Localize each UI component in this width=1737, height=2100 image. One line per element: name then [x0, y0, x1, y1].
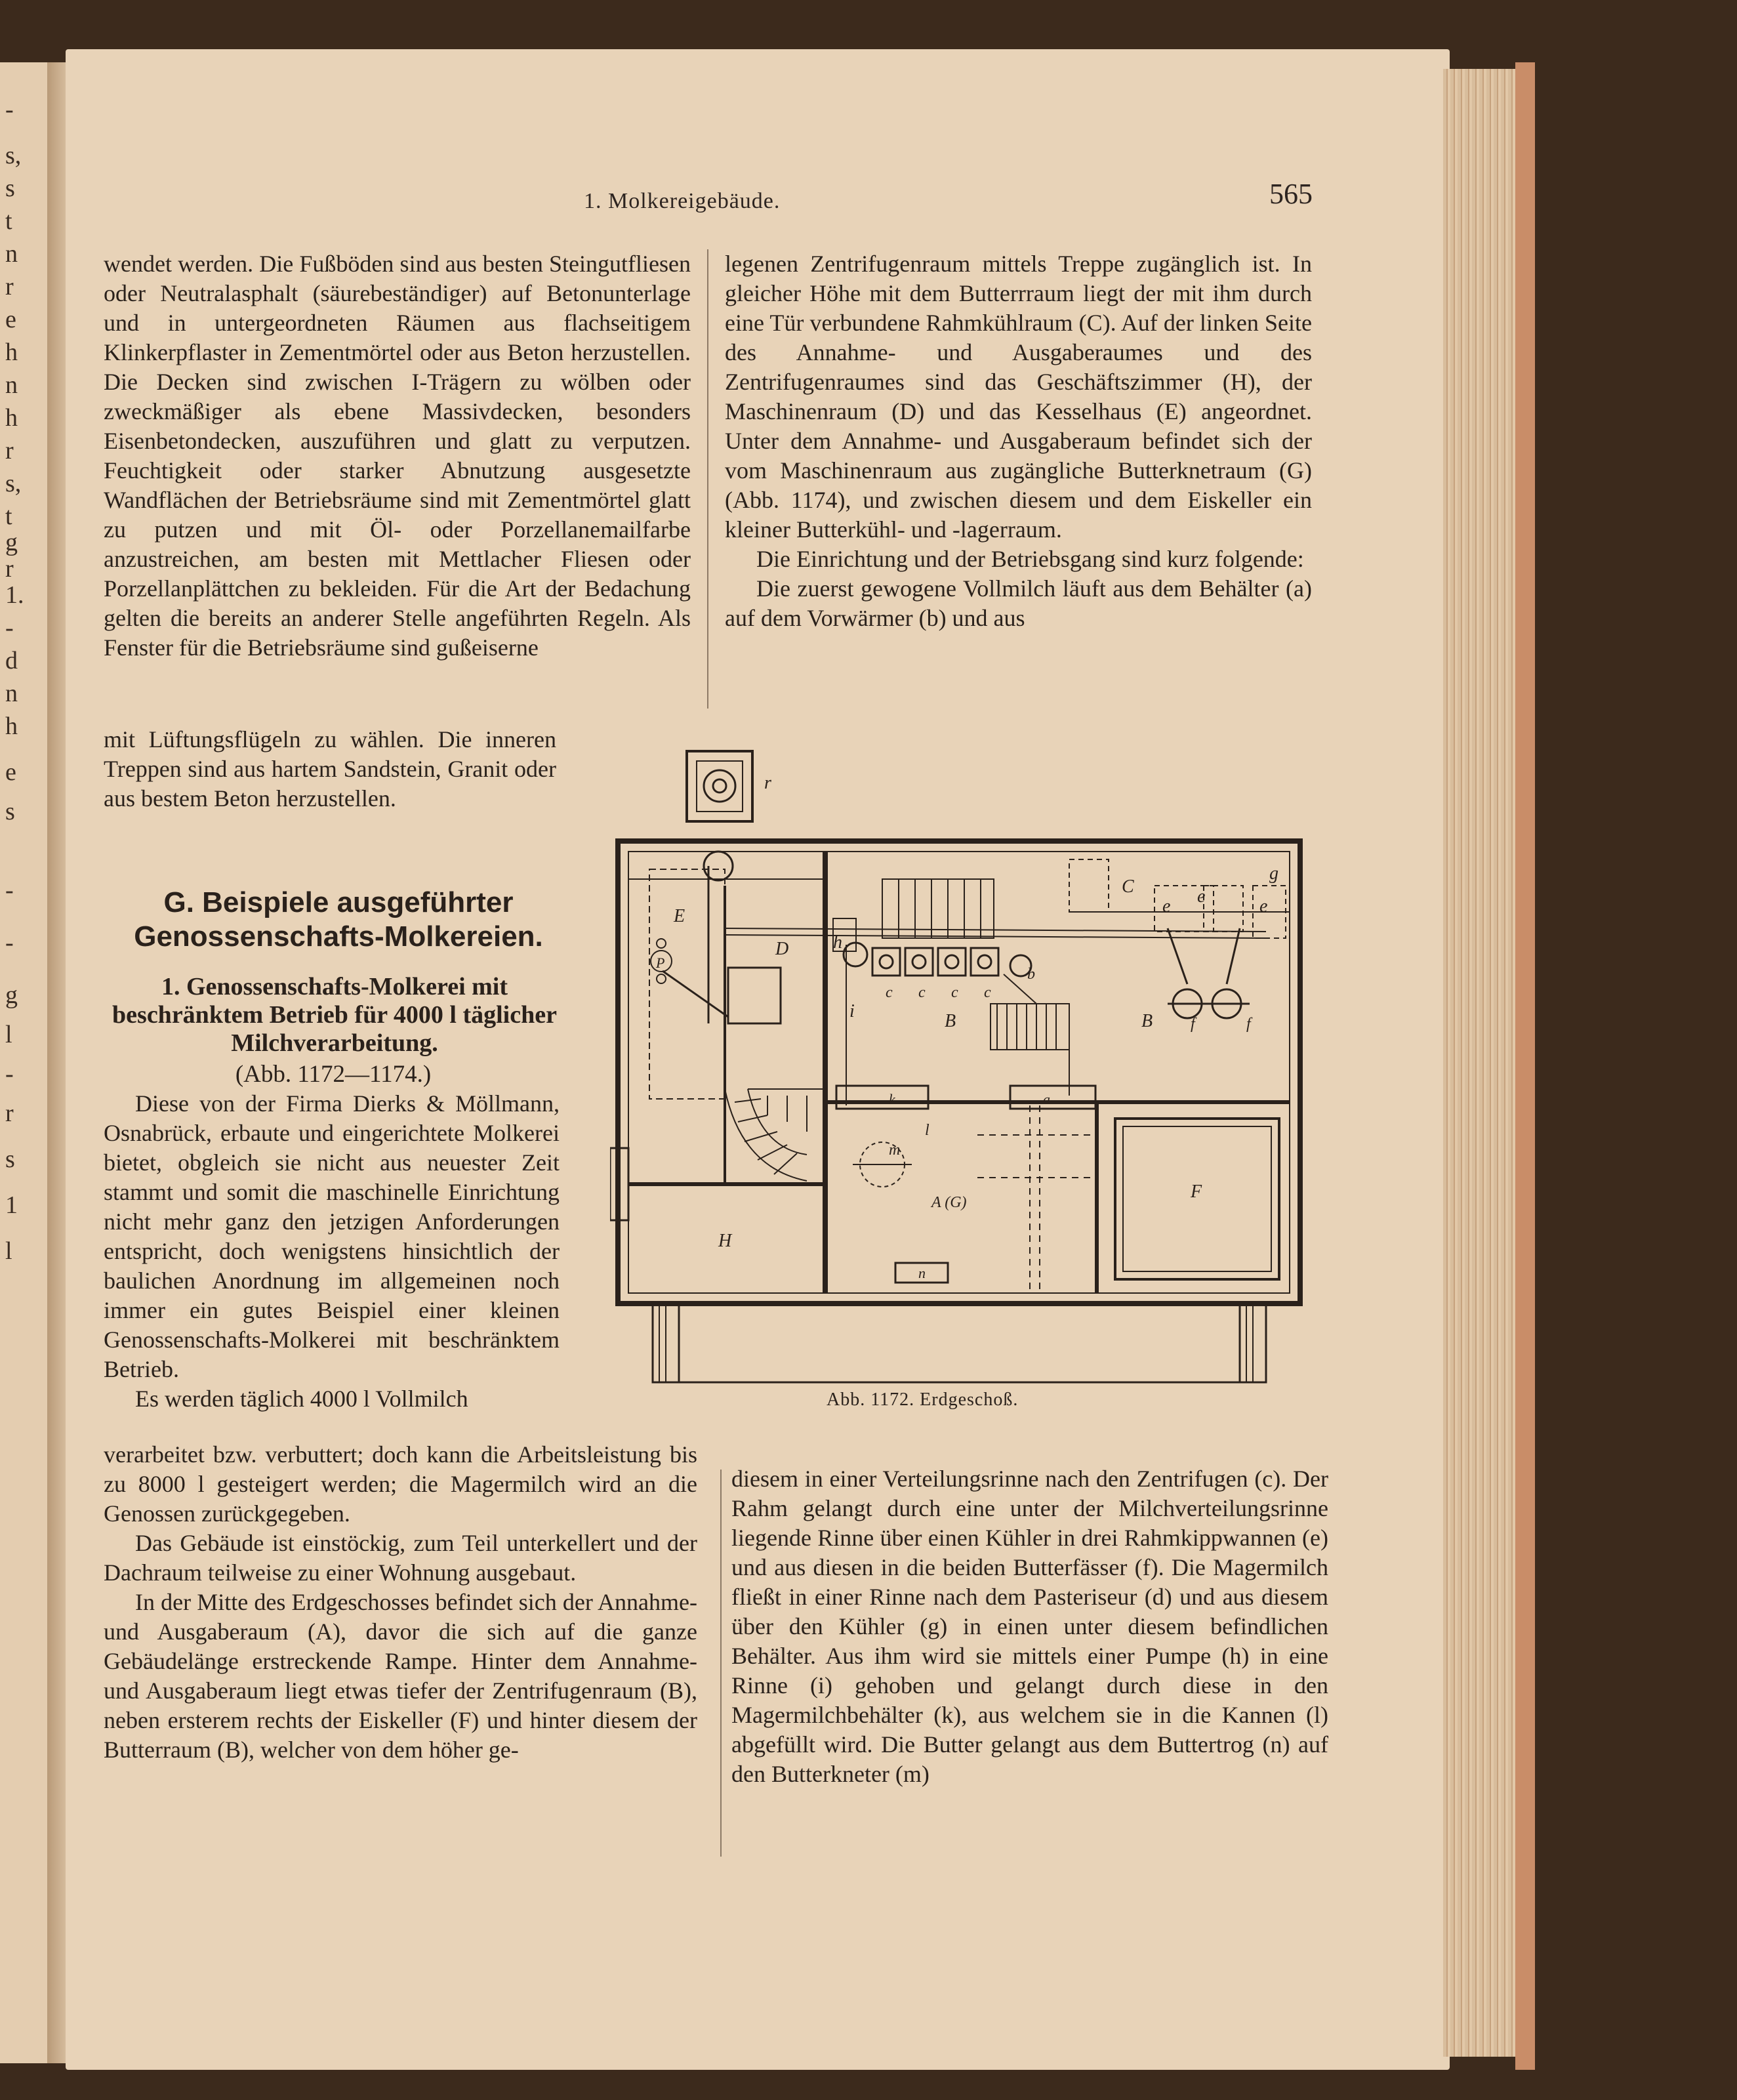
right-column-top	[725, 249, 1312, 633]
paragraph: Die Einrichtung und der Betriebsgang sind kurz folgende:	[756, 546, 1304, 572]
left-page-fragment: s	[5, 175, 15, 202]
page-edges	[1443, 69, 1522, 2057]
left-page-fragment: t	[5, 503, 12, 530]
left-page-fragment: h	[5, 339, 18, 366]
figure-label: c	[984, 984, 991, 1001]
figure-label: l	[925, 1122, 930, 1139]
left-page-fragment: e	[5, 758, 16, 786]
figure-label: H	[718, 1231, 732, 1251]
figure-label: f	[1246, 1016, 1251, 1033]
left-page-fragment: -	[5, 614, 14, 642]
figure-label: e	[1162, 896, 1171, 916]
section-heading: G. Beispiele ausgeführter Genossenschafts-Molkereien.	[134, 886, 543, 953]
page-number: 565	[1269, 178, 1313, 210]
right-column-bottom	[731, 1464, 1328, 1789]
figure-label: r	[764, 773, 771, 793]
paragraph: diesem in einer Verteilungsrinne nach den Zentrifugen (c). Der Rahm gelangt durch eine unter der Milchverteilungsrinne liegende Rinne über einen Kühler in drei Rahmkippwannen (e) und aus diesen in die beiden Butterfässer (f). Die Magermilch fließt in einer Rinne nach dem Pasteriseur (d) und aus diesem über den Kühler (g) in einen unter diesem befindlichen Behälter. Aus ihm wird sie mittels einer Pumpe (h) in eine Rinne (i) gehoben und gelangt durch diese in den Magermilchbehälter (k), aus welchem sie in die Kannen (l) abgefüllt wird. Die Butter gelangt aus dem Buttertrog (n) auf den Butterkneter (m)	[731, 1466, 1328, 1787]
paragraph: In der Mitte des Erdgeschosses befindet sich der Annahme- und Ausgaberaum (A), davor die sich auf die ganze Gebäudelänge erstreckende Rampe. Hinter dem Annahme- und Ausgaberaum liegt etwas tiefer der Zentrifugenraum (B), neben ersterem rechts der Eiskeller (F) und hinter diesem der Butterraum (B), welcher von dem höher ge-	[104, 1589, 697, 1763]
figure-label: C	[1122, 876, 1134, 897]
figure-label: c	[886, 984, 893, 1001]
figure-label: a	[1043, 1091, 1050, 1107]
figure-caption: Abb. 1172. Erdgeschoß.	[827, 1390, 1019, 1410]
left-page-fragment: g	[5, 981, 18, 1009]
left-column-wide	[104, 1440, 697, 1765]
figure-label: c	[918, 984, 926, 1001]
left-page-fragment: r	[5, 273, 14, 300]
left-page-fragment: s	[5, 798, 15, 825]
left-column-top	[104, 249, 691, 663]
left-column-narrow	[104, 725, 556, 813]
paragraph: Das Gebäude ist einstöckig, zum Teil unterkellert und der Dachraum teilweise zu einer Wohnung ausgebaut.	[104, 1530, 697, 1586]
left-facing-page	[0, 62, 49, 2063]
figure-label: E	[674, 906, 685, 926]
left-page-fragment: -	[5, 876, 14, 904]
figure-label: B	[945, 1011, 956, 1031]
left-page-fragment: n	[5, 240, 18, 268]
figure-label: e	[1197, 886, 1206, 907]
subsection-heading: 1. Genossenschafts-Molkerei mit beschränktem Betrieb für 4000 l täglicher Milchverarbeitung.	[112, 973, 557, 1057]
floor-plan-drawing	[610, 748, 1318, 1391]
left-page-fragment: n	[5, 680, 18, 707]
left-page-fragment: 1	[5, 1191, 18, 1219]
paragraph: Es werden täglich 4000 l Vollmilch	[135, 1386, 468, 1412]
left-page-fragment: r	[5, 437, 14, 464]
figure-label: b	[1027, 966, 1035, 983]
paragraph: mit Lüftungsflügeln zu wählen. Die inneren Treppen sind aus hartem Sandstein, Granit oder aus bestem Beton herzustellen.	[104, 726, 556, 812]
book-cover-edge	[1515, 62, 1535, 2070]
left-page-fragment: n	[5, 371, 18, 399]
left-page-fragment: l	[5, 1021, 12, 1048]
left-page-fragment: l	[5, 1237, 12, 1265]
floor-plan-figure	[610, 748, 1318, 1391]
figure-label: D	[775, 939, 789, 959]
paragraph: legenen Zentrifugenraum mittels Treppe zugänglich ist. In gleicher Höhe mit dem Butterrraum liegt der mit ihm durch eine Tür verbundene Rahmkühlraum (C). Auf der linken Seite des Annahme- und Ausgaberaumes und des Zentrifugenraumes sind das Geschäftszimmer (H), der Maschinenraum (D) und das Kesselhaus (E) angeordnet. Unter dem Annahme- und Ausgaberaum befindet sich der vom Maschinenraum aus zugängliche Butterknetraum (G) (Abb. 1174), und zwischen diesem und dem Eiskeller ein kleiner Butterkühl- und -lagerraum.	[725, 251, 1312, 543]
figure-label: k	[889, 1091, 895, 1107]
paragraph: Diese von der Firma Dierks & Möllmann, Osnabrück, erbaute und eingerichtete Molkerei bietet, obgleich sie nicht aus neuester Zeit stammt und somit die maschinelle Einrichtung nicht mehr ganz den jetzigen Anforderungen entspricht, doch wenigstens hinsichtlich der baulichen Anordnung im allgemeinen noch immer ein gutes Beispiel einer kleinen Genossenschafts-Molkerei mit beschränktem Betrieb.	[104, 1090, 560, 1382]
paragraph: Die zuerst gewogene Vollmilch läuft aus dem Behälter (a) auf dem Vorwärmer (b) und aus	[725, 575, 1312, 631]
left-page-fragment: s,	[5, 142, 22, 169]
figure-label: P	[656, 955, 665, 971]
left-page-fragment: g	[5, 529, 18, 556]
left-page-fragment: h	[5, 404, 18, 432]
left-page-fragment: -	[5, 929, 14, 957]
left-page-fragment: h	[5, 712, 18, 740]
figure-label: e	[1259, 896, 1268, 916]
running-head: 1. Molkereigebäude.	[584, 189, 781, 213]
figure-label: i	[849, 1001, 855, 1021]
left-page-fragment: d	[5, 647, 18, 674]
left-page-fragment: 1.	[5, 581, 24, 609]
paragraph: wendet werden. Die Fußböden sind aus besten Steingutfliesen oder Neutralasphalt (säurebeständiger) auf Betonunterlage und in untergeordneten Räumen aus flachseitigem Klinkerpflaster in Zementmörtel oder aus Beton herzustellen. Die Decken sind zwischen I-Trägern zu wölben oder zweckmäßiger als ebene Massivdecken, besonders Eisenbetondecken, auszuführen und glatt zu verputzen. Feuchtigkeit oder starker Abnutzung ausgesetzte Wandflächen der Betriebsräume sind mit Zementmörtel glatt zu putzen und mit Öl- oder Porzellanemailfarbe anzustreichen, am besten mit Mettlacher Fliesen oder Porzellanplättchen zu bekleiden. Für die Art der Bedachung gelten die bereits an anderer Stelle angeführten Regeln. Als Fenster für die Betriebsräume sind gußeiserne	[104, 251, 691, 661]
figure-label: F	[1191, 1182, 1202, 1202]
paragraph: verarbeitet bzw. verbuttert; doch kann die Arbeitsleistung bis zu 8000 l gesteigert werden; die Magermilch wird an die Genossen zurückgegeben.	[104, 1441, 697, 1527]
left-page-fragment: e	[5, 306, 16, 333]
figure-label: h	[833, 932, 842, 953]
left-page-fragment: r	[5, 555, 14, 583]
column-divider	[720, 1470, 722, 1857]
left-page-fragment: s,	[5, 470, 22, 497]
figure-label: g	[1269, 863, 1278, 884]
figure-label: c	[951, 984, 958, 1001]
left-page-fragment: -	[5, 96, 14, 123]
left-page-fragment: -	[5, 1060, 14, 1088]
left-page-fragment: s	[5, 1145, 15, 1173]
figure-reference: (Abb. 1172—1174.)	[235, 1061, 432, 1088]
figure-label: f	[1191, 1016, 1195, 1033]
left-page-fragment: r	[5, 1100, 14, 1127]
figure-label: m	[889, 1142, 901, 1159]
left-column-bottom	[104, 1089, 560, 1414]
left-page-fragment: t	[5, 207, 12, 235]
figure-label: B	[1141, 1011, 1153, 1031]
column-divider	[707, 249, 708, 709]
figure-label: n	[918, 1265, 926, 1281]
figure-label: A (G)	[931, 1194, 967, 1211]
